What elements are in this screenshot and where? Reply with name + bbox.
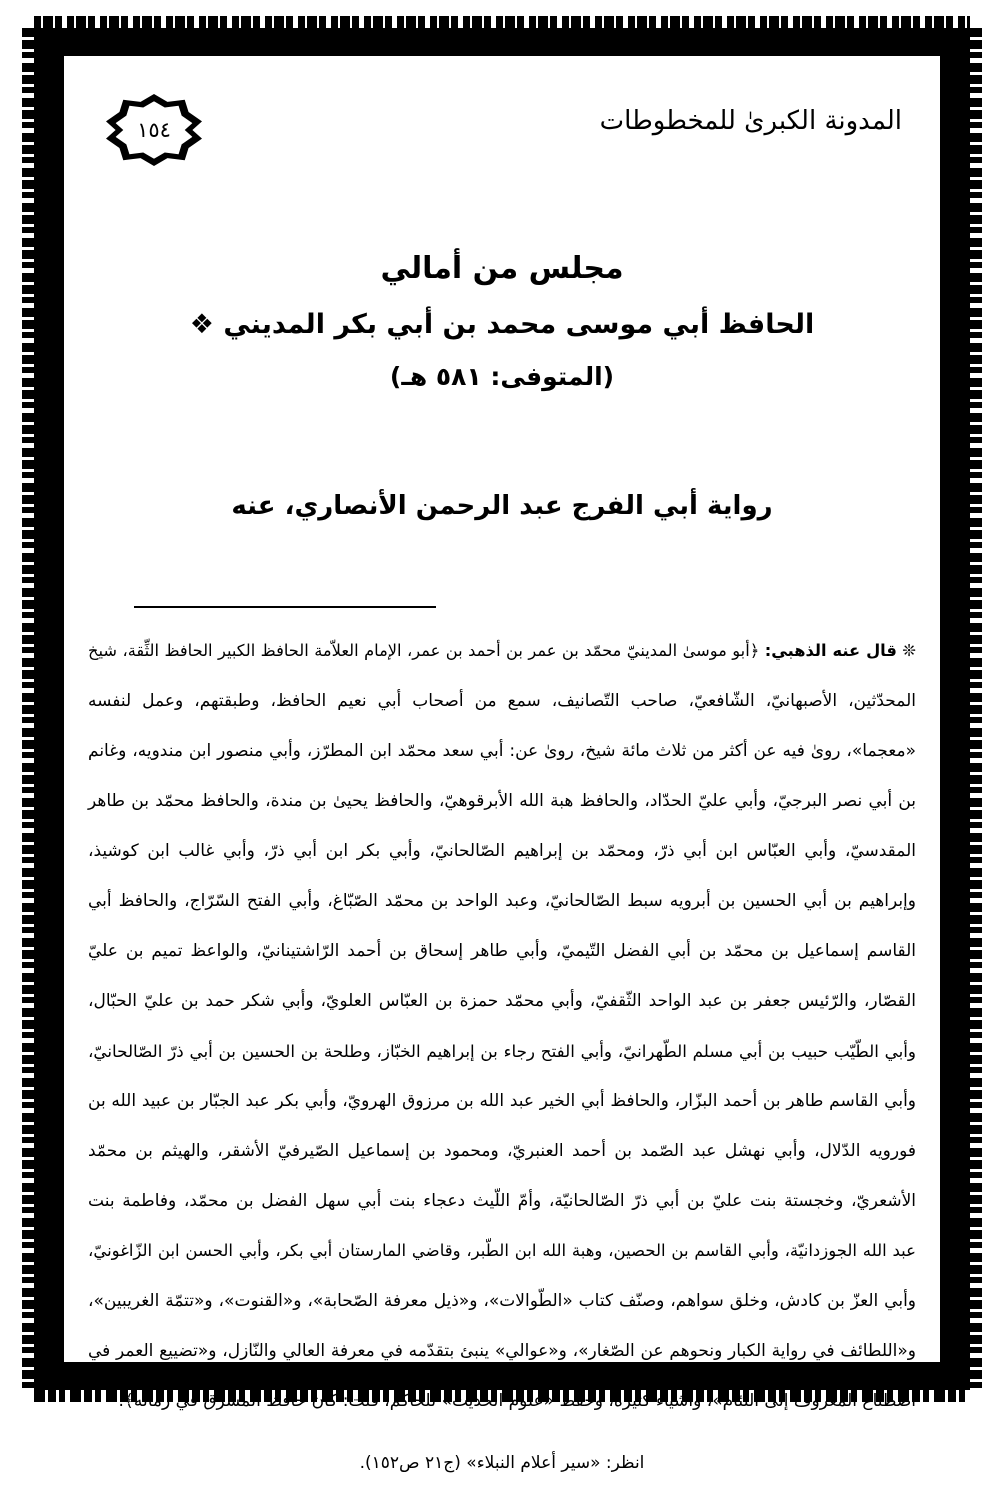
body-line-text: القاسم إسماعيل بن محمّد بن أبي الفضل التّيميّ، وأبي طاهر إسحاق بن أحمد الرّاشتينانيّ، والواعظ تميم بن عليّ — [88, 941, 916, 961]
body-line — [88, 776, 916, 826]
body-line — [88, 826, 916, 876]
body-line — [88, 1276, 916, 1326]
body-line — [88, 1226, 916, 1276]
body-line-text: ﴿أبو موسىٰ المدينيّ محمّد بن عمر بن أحمد بن عمر، الإمام العلاّمة الحافظ الكبير الحافظ الثِّقة، شيخ — [88, 641, 760, 660]
body-line — [88, 876, 916, 926]
subtitle-narrator: رواية أبي الفرج عبد الرحمن الأنصاري، عنه — [231, 491, 773, 521]
body-line — [88, 926, 916, 976]
title-block — [104, 246, 900, 395]
body-line-text: وأبي القاسم طاهر بن أحمد البزّار، والحافظ أبي الخير عبد الله بن مرزوق الهرويّ، وأبي بكر عبد الجبّار بن عبيد الله بن — [88, 1091, 916, 1111]
footnote-separator-rule — [134, 606, 436, 608]
page-header — [84, 90, 920, 168]
body-line — [88, 1126, 916, 1176]
page-number-text: ١٥٤ — [137, 118, 171, 142]
body-line-text: فورويه الدّلال، وأبي نهشل عبد الصّمد بن أحمد العنبريّ، ومحمود بن إسماعيل الصّيرفيّ الأشقر، والهيثم بن محمّد — [88, 1141, 916, 1161]
title-line-3: (المتوفى: ٥٨١ هـ) — [389, 361, 615, 391]
page-sheet — [64, 56, 940, 1473]
title-line-1: مجلس من أمالي — [380, 251, 624, 286]
body-line-text: بن أبي نصر البرجيّ، وأبي عليّ الحدّاد، والحافظ هبة الله الأبرقوهيّ، والحافظ يحيىٰ بن مندة، والحافظ محمّد بن طاهر — [88, 791, 916, 811]
body-line-text: القصّار، والرّئيس جعفر بن عبد الواحد الثّقفيّ، وأبي محمّد حمزة بن العبّاس العلويّ، وأبي شكر حمد بن عليّ الحبّال، — [88, 991, 916, 1011]
body-lead-marker: ❊ — [902, 641, 916, 660]
body-line — [88, 1076, 916, 1126]
body-line-text: وإبراهيم بن أبي الحسين بن أبرويه سبط الصّالحانيّ، وعبد الواحد بن محمّد الصّبّاغ، وأبي الفتح السّرّاج، والحافظ أبي — [88, 891, 916, 911]
body-line-text: و«اللطائف في رواية الكبار ونحوهم عن الصّغار»، و«عوالي» ينبئ بتقدّمه في معرفة العالي والنّازل، و«تضييع العمر في — [88, 1341, 916, 1361]
body-lead-label: قال عنه الذهبي: — [764, 641, 897, 660]
body-line — [88, 676, 916, 726]
body-line-text: المحدّثين، الأصبهانيّ، الشّافعيّ، صاحب التّصانيف، سمع من أصحاب أبي نعيم الحافظ، وطبقتهم، وعمل لنفسه — [88, 691, 916, 711]
body-line — [88, 1176, 916, 1226]
body-line — [88, 726, 916, 776]
book-title-header: المدونة الكبرىٰ للمخطوطات — [599, 106, 902, 136]
body-line — [88, 626, 916, 676]
body-line — [88, 1326, 916, 1376]
body-line-text: وأبي الطّيّب حبيب بن أبي مسلم الطّهرانيّ، وأبي الفتح رجاء بن إبراهيم الخبّاز، وطلحة بن الحسين بن أبي ذرّ الصّالحانيّ، — [88, 1041, 916, 1061]
body-line-text: المقدسيّ، وأبي العبّاس ابن أبي ذرّ، ومحمّد بن إبراهيم الصّالحانيّ، وأبي بكر ابن أبي ذرّ، وأبي غالب ابن كوشيذ، — [88, 841, 916, 861]
page-border-right-ragged — [968, 28, 982, 1390]
body-line — [88, 1376, 916, 1426]
body-line-text: «معجما»، روىٰ فيه عن أكثر من ثلاث مائة شيخ، روىٰ عن: أبي سعد محمّد ابن المطرّز، وأبي منصور ابن مندويه، وغانم — [88, 741, 916, 761]
body-line — [88, 1026, 916, 1076]
body-text-block — [88, 626, 916, 1488]
title-line-2: الحافظ أبي موسى محمد بن أبي بكر المديني ❖ — [189, 309, 815, 340]
body-line-text: وأبي العزّ بن كادش، وخلق سواهم، وصنّف كتاب «الطّوالات»، و«ذيل معرفة الصّحابة»، و«القنوت»، و«تتمّة الغريبين»، — [88, 1291, 916, 1311]
body-line — [88, 976, 916, 1026]
body-line-text: الأشعريّ، وخجستة بنت عليّ بن أبي ذرّ الصّالحانيّة، وأمّ اللّيث دعجاء بنت أبي سهل الفضل بن محمّد، وفاطمة بنت — [88, 1191, 916, 1211]
body-line-text: عبد الله الجوزدانيّة، وأبي القاسم بن الحصين، وهبة الله ابن الطّبر، وقاضي المارستان أبي بكر، وأبي الحسن ابن الزّاغونيّ، — [88, 1241, 916, 1260]
body-line-text: اصطناع المعروف إلىٰ اللئام»، وأشياء كثيرة، وحفظ «علوم الحديث» للحاكم، قلت: كان حافظ المشرق في زمانه﴾. — [118, 1391, 916, 1411]
page-number-badge — [106, 94, 202, 166]
source-citation: انظر: «سير أعلام النبلاء» (ج٢١ ص١٥٢). — [359, 1453, 645, 1473]
